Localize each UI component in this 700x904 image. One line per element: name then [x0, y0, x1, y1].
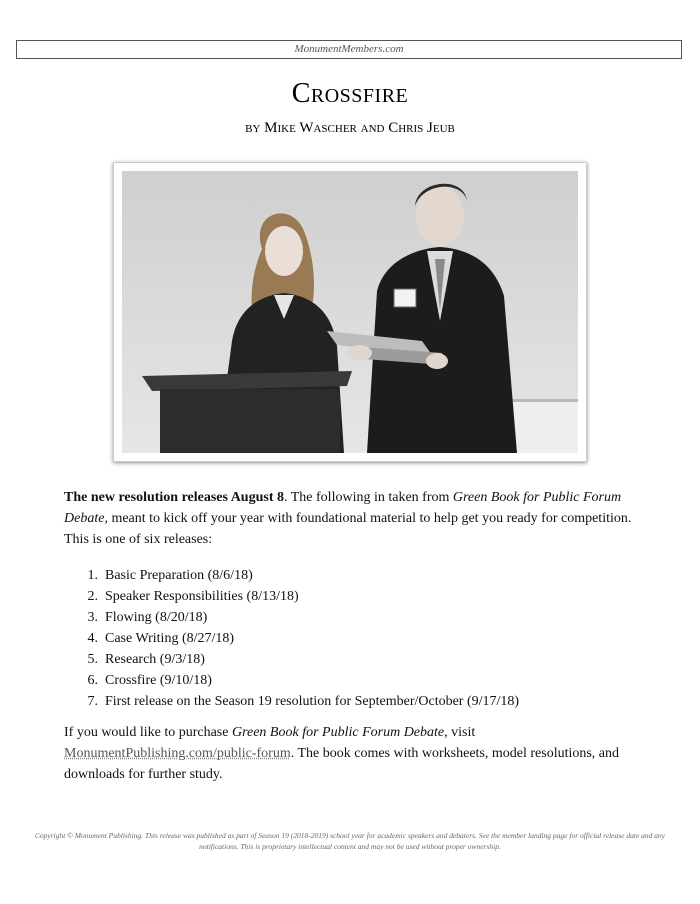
publisher-link[interactable]: MonumentPublishing.com/public-forum: [64, 746, 291, 761]
intro-text-2: meant to kick off your year with foundational material to help get you ready for competition. This is one of six releases:: [64, 511, 632, 547]
list-item-number: 3.: [87, 610, 98, 625]
purchase-text-1: If you would like to purchase: [64, 725, 232, 740]
purchase-text-3: . The book comes with worksheets, model resolutions, and downloads for further study.: [64, 746, 620, 782]
list-item: [64, 607, 664, 628]
list-item-number: 1.: [87, 568, 98, 583]
list-item-label: Research (9/3/18): [105, 652, 205, 667]
list-item-label: Basic Preparation (8/6/18): [105, 568, 253, 583]
list-item: [64, 628, 664, 649]
article-title: Crossfire: [291, 78, 409, 109]
list-item-number: 6.: [87, 673, 98, 688]
list-item-number: 7.: [87, 694, 98, 709]
list-item-label: Case Writing (8/27/18): [105, 631, 235, 646]
intro-bold-lead: The new resolution releases August 8: [64, 490, 284, 505]
purchase-book-title: Green Book for Public Forum Debate: [231, 725, 445, 740]
intro-paragraph: [64, 487, 644, 550]
intro-book-title: Green Book for Public Forum Debate,: [64, 490, 622, 526]
list-item-number: 4.: [87, 631, 98, 646]
intro-text-1: . The following in taken from: [284, 490, 453, 505]
list-item: [64, 586, 664, 607]
purchase-text-2: , visit: [444, 725, 476, 740]
purchase-paragraph: [64, 722, 644, 785]
release-list: [64, 565, 664, 712]
list-item: [64, 691, 664, 712]
copyright-footer: Copyright © Monument Publishing. This release was published as part of Season 19 (2018-2019) school year for academic speakers and debaters. See the member landing page for official release date and any notifications. This is proprietary intellectual content and may not be used without proper ownership.: [34, 831, 666, 851]
site-name: MonumentMembers.com: [294, 43, 404, 55]
list-item-label: Crossfire (9/10/18): [105, 673, 212, 688]
list-item-number: 2.: [87, 589, 98, 604]
list-item-number: 5.: [87, 652, 98, 667]
list-item-label: First release on the Season 19 resolution for September/October (9/17/18): [105, 694, 520, 709]
list-item-label: Speaker Responsibilities (8/13/18): [105, 589, 299, 604]
photo-frame: [113, 162, 587, 462]
article-byline: by Mike Wascher and Chris Jeub: [245, 120, 455, 136]
list-item-label: Flowing (8/20/18): [105, 610, 208, 625]
site-header: [16, 40, 682, 59]
debaters-photo: [122, 171, 578, 453]
list-item: [64, 565, 664, 586]
list-item: [64, 670, 664, 691]
list-item: [64, 649, 664, 670]
